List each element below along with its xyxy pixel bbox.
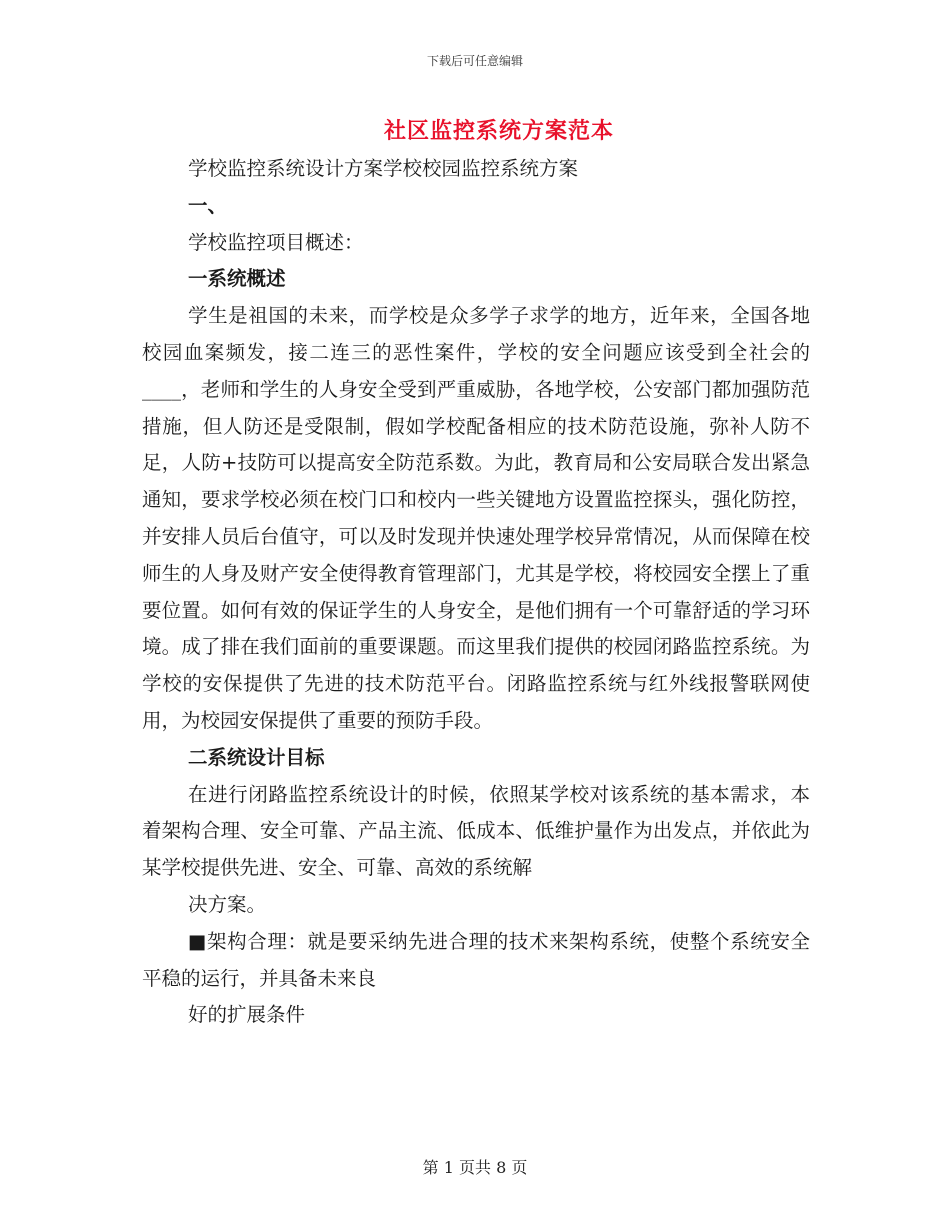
section-heading-goals: 二系统设计目标 (188, 745, 325, 769)
part-one-label: 一、 (188, 193, 228, 217)
page-header-note: 下载后可任意编辑 (426, 54, 523, 68)
document-subtitle: 学校监控系统设计方案学校校园监控系统方案 (188, 157, 579, 180)
document-body (142, 151, 810, 1034)
bullet-architecture: ■架构合理：就是要采纳先进合理的技术来架构系统，使整个系统安全平稳的运行，并具备未来良 (142, 929, 810, 990)
section-heading-overview: 一系统概述 (188, 267, 286, 291)
bullet-architecture-continued: 好的扩展条件 (188, 1003, 306, 1027)
section-body-overview: 学生是祖国的未来，而学校是众多学子求学的地方，近年来，全国各地校园血案频发，接二连三的恶性案件，学校的安全问题应该受到全社会的____，老师和学生的人身安全受到严重威胁，各地学校，公安部门都加强防范措施，但人防还是受限制，假如学校配备相应的技术防范设施，弥补人防不足，人防+技防可以提高安全防范系数。为此，教育局和公安局联合发出紧急通知，要求学校必须在校门口和校内一些关键地方设置监控探头，强化防控，并安排人员后台值守，可以及时发现并快速处理学校异常情况，从而保障在校师生的人身及财产安全使得教育管理部门，尤其是学校，将校园安全摆上了重要位置。如何有效的保证学生的人身安全，是他们拥有一个可靠舒适的学习环境。成了排在我们面前的重要课题。而这里我们提供的校园闭路监控系统。为学校的安保提供了先进的技术防范平台。闭路监控系统与红外线报警联网使用，为校园安保提供了重要的预防手段。 (142, 304, 810, 732)
section-body-goals-continued: 决方案。 (188, 892, 267, 916)
overview-label: 学校监控项目概述： (188, 230, 364, 254)
page-footer: 第 1 页共 8 页 (422, 1158, 528, 1177)
section-body-goals: 在进行闭路监控系统设计的时候，依照某学校对该系统的基本需求，本着架构合理、安全可靠、产品主流、低成本、低维护量作为出发点，并依此为某学校提供先进、安全、可靠、高效的系统解 (142, 782, 810, 880)
document-title: 社区监控系统方案范本 (383, 118, 614, 144)
